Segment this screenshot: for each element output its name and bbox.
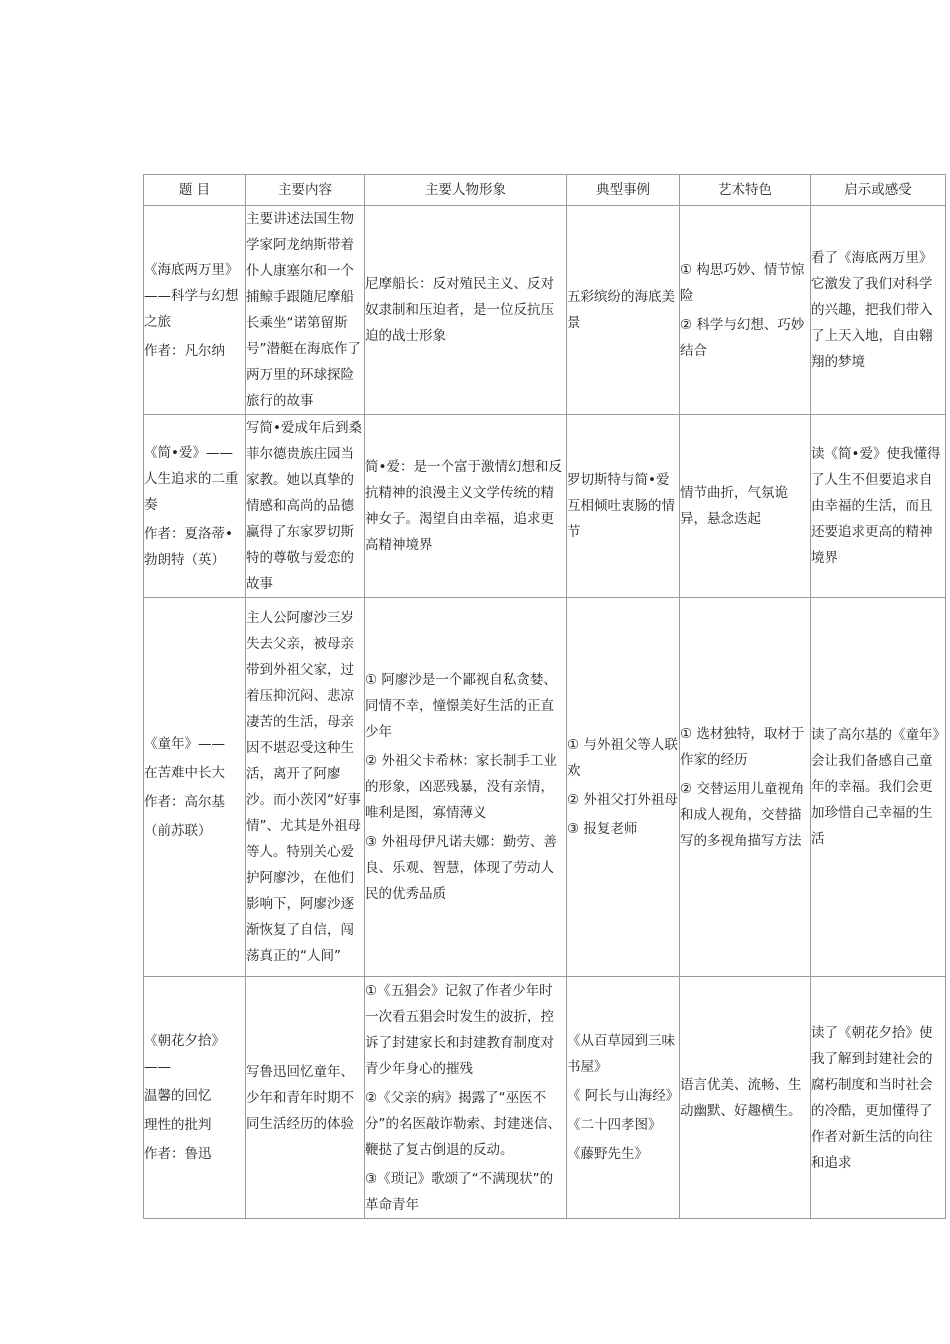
character-text: 尼摩船长：反对殖民主义、反对奴隶制和压迫者，是一位反抗压迫的战士形象 — [365, 276, 554, 344]
art-cell — [680, 977, 811, 1219]
header-row — [144, 175, 946, 206]
header-art: 艺术特色 — [680, 175, 811, 206]
book-author: 作者：凡尔纳 — [144, 342, 225, 359]
characters-cell — [365, 206, 567, 415]
book-title-cell — [144, 206, 246, 415]
event-text: 《二十四孝图》 — [567, 1117, 662, 1133]
insight-text: 看了《海底两万里》它激发了我们对科学的兴趣，把我们带入了上天入地，自由翱翔的梦境 — [811, 250, 933, 370]
table-row — [144, 206, 946, 415]
table-row — [144, 598, 946, 977]
event-text: ③ 报复老师 — [567, 821, 638, 837]
reading-notes-table — [143, 174, 946, 1219]
content-cell — [246, 977, 365, 1219]
book-title: 《童年》—— — [144, 735, 225, 752]
book-title: 《简•爱》——人生追求的二重奏 — [144, 444, 239, 513]
art-text: 语言优美、流畅、生动幽默、好趣横生。 — [680, 1076, 802, 1119]
event-text: 五彩缤纷的海底美景 — [567, 289, 675, 331]
character-text: ② 外祖父卡希林：家长制手工业的形象，凶恶残暴，没有亲情，唯利是图，寡情薄义 — [365, 753, 557, 821]
table-row — [144, 977, 946, 1219]
content-cell — [246, 598, 365, 977]
table-row — [144, 415, 946, 598]
book-author: 作者：鲁迅 — [144, 1146, 212, 1162]
header-title: 题 目 — [144, 175, 246, 206]
header-insight: 启示或感受 — [811, 175, 946, 206]
content-cell — [246, 415, 365, 598]
character-text: 简•爱：是一个富于激情幻想和反抗精神的浪漫主义文学传统的精神女子。渴望自由幸福，追求更高精神境界 — [365, 459, 562, 553]
book-subtitle: 理性的批判 — [144, 1117, 212, 1133]
character-text: ①《五猖会》记叙了作者少年时一次看五猖会时发生的波折，控诉了封建家长和封建教育制度对青少年身心的摧残 — [365, 982, 554, 1077]
book-title-cell — [144, 598, 246, 977]
header-events: 典型事例 — [567, 175, 680, 206]
book-title: 《海底两万里》——科学与幻想之旅 — [144, 261, 239, 330]
insight-cell — [811, 206, 946, 415]
content-text: 主人公阿廖沙三岁失去父亲，被母亲带到外祖父家，过着压抑沉闷、悲凉凄苦的生活，母亲因不堪忍受这种生活，离开了阿廖沙。而小茨冈“好事情”、尤其是外祖母等人。特别关心爱护阿廖沙，在他们影响下，阿廖沙逐渐恢复了自信，闯荡真正的“人间” — [246, 610, 361, 964]
book-title-cell — [144, 977, 246, 1219]
characters-cell — [365, 977, 567, 1219]
character-text: ③ 外祖母伊凡诺夫娜：勤劳、善良、乐观、智慧，体现了劳动人民的优秀品质 — [365, 834, 557, 902]
characters-cell — [365, 415, 567, 598]
art-cell — [680, 598, 811, 977]
art-text: ① 选材独特，取材于作家的经历 — [680, 725, 805, 768]
event-text: 《 阿长与山海经》 — [567, 1088, 680, 1104]
insight-cell — [811, 598, 946, 977]
events-cell — [567, 977, 680, 1219]
header-characters: 主要人物形象 — [365, 175, 567, 206]
art-cell — [680, 415, 811, 598]
events-cell — [567, 598, 680, 977]
insight-text: 读了高尔基的《童年》会让我们备感自己童年的幸福。我们会更加珍惜自己幸福的生活 — [811, 727, 940, 847]
event-text: 《从百草园到三味书屋》 — [567, 1033, 675, 1075]
character-text: ① 阿廖沙是一个鄙视自私贪婪、同情不幸，憧憬美好生活的正直少年 — [365, 672, 557, 740]
art-text: ② 科学与幻想、巧妙结合 — [680, 316, 805, 359]
events-cell — [567, 206, 680, 415]
event-text: 《藤野先生》 — [567, 1146, 648, 1162]
events-cell — [567, 415, 680, 598]
content-text: 写简•爱成年后到桑菲尔德贵族庄园当家教。她以真挚的情感和高尚的品德赢得了东家罗切斯特的尊敬与爱恋的故事 — [246, 420, 362, 592]
content-text: 写鲁迅回忆童年、少年和青年时期不同生活经历的体验 — [246, 1063, 354, 1132]
content-text: 主要讲述法国生物学家阿龙纳斯带着仆人康塞尔和一个捕鲸手跟随尼摩船长乘坐“诺第留斯号”潜艇在海底作了两万里的环球探险旅行的故事 — [246, 211, 361, 409]
book-title: 《朝花夕拾》—— — [144, 1033, 225, 1075]
header-content: 主要内容 — [246, 175, 365, 206]
insight-text: 读《简•爱》使我懂得了人生不但要追求自由幸福的生活，而且还要追求更高的精神境界 — [811, 446, 941, 566]
insight-text: 读了《朝花夕拾》使我了解到封建社会的腐朽制度和当时社会的冷酷，更加懂得了作者对新生活的向往和追求 — [811, 1024, 933, 1171]
insight-cell — [811, 415, 946, 598]
book-author: 作者：高尔基 — [144, 793, 225, 810]
event-text: ② 外祖父打外祖母 — [567, 792, 678, 808]
characters-cell — [365, 598, 567, 977]
event-text: ① 与外祖父等人联欢 — [567, 737, 678, 779]
book-title-cell — [144, 415, 246, 598]
art-text: 情节曲折，气氛诡异，悬念迭起 — [680, 485, 788, 527]
book-author-country: （前苏联） — [144, 822, 212, 839]
book-subtitle: 在苦难中长大 — [144, 764, 225, 781]
art-text: ② 交替运用儿童视角和成人视角，交替描写的多视角描写方法 — [680, 780, 805, 849]
content-cell — [246, 206, 365, 415]
insight-cell — [811, 977, 946, 1219]
book-author: 作者：夏洛蒂•勃朗特（英） — [144, 525, 233, 568]
character-text: ③《琐记》歌颂了“不满现状”的革命青年 — [365, 1170, 554, 1213]
art-text: ① 构思巧妙、情节惊险 — [680, 261, 805, 304]
art-cell — [680, 206, 811, 415]
book-subtitle: 温馨的回忆 — [144, 1088, 212, 1104]
event-text: 罗切斯特与简•爱互相倾吐衷肠的情节 — [567, 472, 675, 540]
character-text: ②《父亲的病》揭露了“巫医不分”的名医敲诈勒索、封建迷信、鞭挞了复古倒退的反动。 — [365, 1089, 561, 1158]
